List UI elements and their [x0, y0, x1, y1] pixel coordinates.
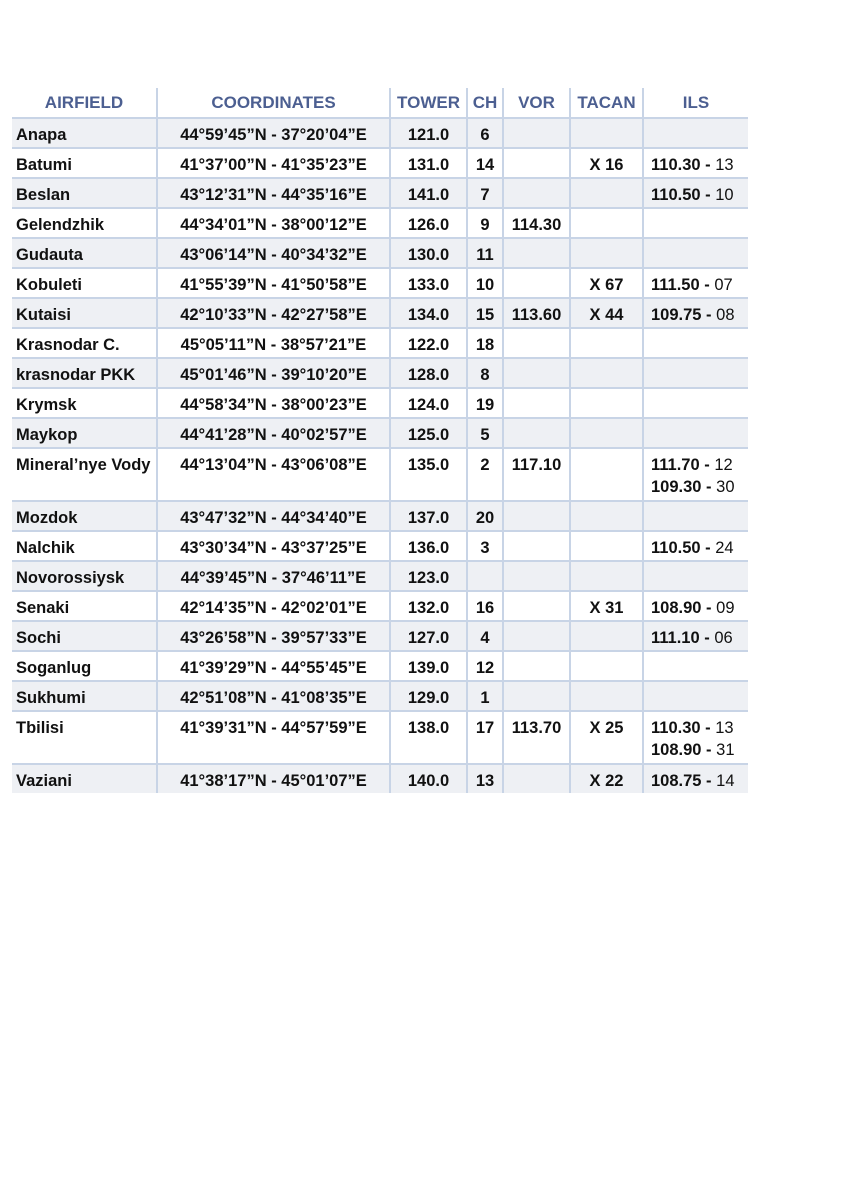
tacan-channel	[569, 119, 642, 147]
ils-entry	[651, 739, 748, 761]
channel: 11	[466, 239, 502, 267]
ils-runway: 24	[715, 539, 734, 557]
table-row	[12, 530, 748, 560]
ils-entry	[651, 304, 748, 326]
ils-separator: -	[701, 306, 717, 324]
ils-frequency: 110.50	[651, 186, 701, 204]
vor-frequency: 117.10	[502, 449, 569, 500]
table-row	[12, 560, 748, 590]
table-row	[12, 620, 748, 650]
vor-frequency	[502, 532, 569, 560]
channel: 6	[466, 119, 502, 147]
table-row	[12, 680, 748, 710]
header-ils: ILS	[642, 88, 748, 117]
coordinates: 44°34’01”N - 38°00’12”E	[156, 209, 389, 237]
ils-frequency: 109.30	[651, 478, 702, 496]
table-row	[12, 237, 748, 267]
coordinates: 41°39’31”N - 44°57’59”E	[156, 712, 389, 763]
ils-cell	[642, 682, 748, 710]
tacan-channel	[569, 179, 642, 207]
coordinates: 45°05’11”N - 38°57’21”E	[156, 329, 389, 357]
vor-frequency	[502, 329, 569, 357]
tower-frequency: 135.0	[389, 449, 466, 500]
tacan-channel	[569, 329, 642, 357]
ils-cell	[642, 712, 748, 763]
airfield-name: Krymsk	[16, 396, 77, 414]
tacan-channel	[569, 209, 642, 237]
ils-runway: 12	[714, 456, 733, 474]
header-tacan: TACAN	[569, 88, 642, 117]
ils-frequency: 111.10	[651, 629, 700, 647]
coordinates: 45°01’46”N - 39°10’20”E	[156, 359, 389, 387]
ils-cell	[642, 532, 748, 560]
coordinates: 43°26’58”N - 39°57’33”E	[156, 622, 389, 650]
vor-frequency	[502, 622, 569, 650]
airfield-name: Kutaisi	[16, 306, 72, 324]
ils-cell	[642, 359, 748, 387]
table-body	[12, 117, 748, 793]
coordinates: 43°06’14”N - 40°34’32”E	[156, 239, 389, 267]
ils-cell	[642, 209, 748, 237]
channel: 10	[466, 269, 502, 297]
airfield-name: Maykop	[16, 426, 78, 444]
ils-runway: 06	[714, 629, 733, 647]
tower-frequency: 128.0	[389, 359, 466, 387]
ils-runway: 08	[716, 306, 735, 324]
ils-entry	[651, 476, 748, 498]
vor-frequency	[502, 179, 569, 207]
airfield-name: Mineral’nye Vody	[16, 456, 151, 474]
table-row	[12, 650, 748, 680]
ils-entry	[651, 454, 748, 476]
vor-frequency	[502, 502, 569, 530]
table-row	[12, 417, 748, 447]
tower-frequency: 125.0	[389, 419, 466, 447]
vor-frequency	[502, 562, 569, 590]
tacan-channel	[569, 562, 642, 590]
tacan-channel: X 67	[569, 269, 642, 297]
ils-separator: -	[700, 539, 716, 557]
channel: 16	[466, 592, 502, 620]
vor-frequency	[502, 269, 569, 297]
channel: 8	[466, 359, 502, 387]
tower-frequency: 132.0	[389, 592, 466, 620]
airfield-name: Sochi	[16, 629, 61, 647]
ils-entry	[651, 627, 748, 649]
channel: 4	[466, 622, 502, 650]
tower-frequency: 123.0	[389, 562, 466, 590]
tower-frequency: 138.0	[389, 712, 466, 763]
ils-runway: 10	[715, 186, 734, 204]
airfield-name: Batumi	[16, 156, 72, 174]
channel: 5	[466, 419, 502, 447]
tacan-channel: X 44	[569, 299, 642, 327]
channel: 17	[466, 712, 502, 763]
ils-cell	[642, 269, 748, 297]
coordinates: 44°58’34”N - 38°00’23”E	[156, 389, 389, 417]
channel	[466, 562, 502, 590]
ils-cell	[642, 149, 748, 177]
airfield-name: Senaki	[16, 599, 70, 617]
ils-frequency: 111.50	[651, 276, 700, 294]
coordinates: 44°59’45”N - 37°20’04”E	[156, 119, 389, 147]
vor-frequency	[502, 359, 569, 387]
ils-cell	[642, 592, 748, 620]
vor-frequency: 114.30	[502, 209, 569, 237]
coordinates: 41°38’17”N - 45°01’07”E	[156, 765, 389, 793]
ils-frequency: 110.30	[651, 719, 701, 737]
tacan-channel	[569, 239, 642, 267]
table-row	[12, 177, 748, 207]
tacan-channel	[569, 359, 642, 387]
table-row	[12, 327, 748, 357]
ils-separator: -	[700, 719, 716, 737]
vor-frequency	[502, 765, 569, 793]
airfield-name: Kobuleti	[16, 276, 82, 294]
ils-frequency: 110.30	[651, 156, 701, 174]
tacan-channel: X 25	[569, 712, 642, 763]
coordinates: 41°37’00”N - 41°35’23”E	[156, 149, 389, 177]
header-airfield: AIRFIELD	[44, 93, 124, 112]
ils-cell	[642, 239, 748, 267]
airfield-name: Soganlug	[16, 659, 92, 677]
vor-frequency	[502, 652, 569, 680]
tower-frequency: 122.0	[389, 329, 466, 357]
ils-frequency: 108.90	[651, 741, 702, 759]
ils-separator: -	[699, 629, 715, 647]
table-row	[12, 147, 748, 177]
tacan-channel: X 31	[569, 592, 642, 620]
ils-frequency: 108.90	[651, 599, 702, 617]
ils-runway: 07	[714, 276, 733, 294]
tower-frequency: 121.0	[389, 119, 466, 147]
tacan-channel	[569, 532, 642, 560]
ils-entry	[651, 770, 748, 792]
tacan-channel	[569, 682, 642, 710]
header-vor: VOR	[502, 88, 569, 117]
table-row	[12, 117, 748, 147]
table-row	[12, 763, 748, 793]
ils-cell	[642, 652, 748, 680]
table-row	[12, 710, 748, 763]
airfield-name: Mozdok	[16, 509, 78, 527]
coordinates: 42°51’08”N - 41°08’35”E	[156, 682, 389, 710]
ils-runway: 30	[716, 478, 735, 496]
ils-frequency: 109.75	[651, 306, 702, 324]
tacan-channel	[569, 652, 642, 680]
airfield-name: Vaziani	[16, 772, 72, 790]
tacan-channel	[569, 449, 642, 500]
channel: 20	[466, 502, 502, 530]
airfield-name: Novorossiysk	[16, 569, 125, 587]
tower-frequency: 129.0	[389, 682, 466, 710]
channel: 19	[466, 389, 502, 417]
header-ch: CH	[466, 88, 502, 117]
header-coordinates: COORDINATES	[156, 88, 389, 117]
channel: 7	[466, 179, 502, 207]
airfield-name: Tbilisi	[16, 719, 64, 737]
coordinates: 43°47’32”N - 44°34’40”E	[156, 502, 389, 530]
ils-separator: -	[700, 186, 716, 204]
ils-entry	[651, 717, 748, 739]
tower-frequency: 131.0	[389, 149, 466, 177]
coordinates: 43°12’31”N - 44°35’16”E	[156, 179, 389, 207]
table-row	[12, 267, 748, 297]
tower-frequency: 130.0	[389, 239, 466, 267]
vor-frequency	[502, 149, 569, 177]
channel: 2	[466, 449, 502, 500]
table-row	[12, 207, 748, 237]
ils-runway: 13	[715, 156, 734, 174]
ils-cell	[642, 622, 748, 650]
ils-entry	[651, 274, 748, 296]
tacan-channel: X 16	[569, 149, 642, 177]
tower-frequency: 136.0	[389, 532, 466, 560]
channel: 13	[466, 765, 502, 793]
vor-frequency	[502, 239, 569, 267]
channel: 3	[466, 532, 502, 560]
ils-separator: -	[701, 741, 717, 759]
tacan-channel	[569, 389, 642, 417]
ils-cell	[642, 299, 748, 327]
table-row	[12, 387, 748, 417]
ils-cell	[642, 765, 748, 793]
ils-cell	[642, 449, 748, 500]
ils-cell	[642, 329, 748, 357]
ils-frequency: 108.75	[651, 772, 702, 790]
vor-frequency	[502, 419, 569, 447]
ils-separator: -	[700, 156, 716, 174]
tower-frequency: 124.0	[389, 389, 466, 417]
airfield-table	[12, 88, 748, 793]
tower-frequency: 126.0	[389, 209, 466, 237]
ils-cell	[642, 419, 748, 447]
ils-frequency: 111.70	[651, 456, 700, 474]
table-row	[12, 357, 748, 387]
vor-frequency: 113.60	[502, 299, 569, 327]
table-row	[12, 500, 748, 530]
coordinates: 41°39’29”N - 44°55’45”E	[156, 652, 389, 680]
airfield-name: Beslan	[16, 186, 71, 204]
coordinates: 41°55’39”N - 41°50’58”E	[156, 269, 389, 297]
tower-frequency: 137.0	[389, 502, 466, 530]
ils-entry	[651, 184, 748, 206]
airfield-name: Krasnodar C.	[16, 336, 120, 354]
table-row	[12, 297, 748, 327]
tower-frequency: 127.0	[389, 622, 466, 650]
ils-frequency: 110.50	[651, 539, 701, 557]
vor-frequency	[502, 592, 569, 620]
channel: 15	[466, 299, 502, 327]
airfield-name: Gelendzhik	[16, 216, 105, 234]
ils-cell	[642, 389, 748, 417]
channel: 12	[466, 652, 502, 680]
ils-cell	[642, 119, 748, 147]
ils-separator: -	[699, 276, 715, 294]
ils-entry	[651, 154, 748, 176]
ils-separator: -	[701, 772, 717, 790]
coordinates: 44°39’45”N - 37°46’11”E	[156, 562, 389, 590]
tacan-channel: X 22	[569, 765, 642, 793]
tower-frequency: 140.0	[389, 765, 466, 793]
airfield-name: Gudauta	[16, 246, 83, 264]
table-header	[12, 88, 748, 117]
coordinates: 44°13’04”N - 43°06’08”E	[156, 449, 389, 500]
airfield-name: Sukhumi	[16, 689, 86, 707]
vor-frequency	[502, 389, 569, 417]
airfield-name: Anapa	[16, 126, 67, 144]
ils-runway: 13	[715, 719, 734, 737]
vor-frequency	[502, 119, 569, 147]
tower-frequency: 141.0	[389, 179, 466, 207]
vor-frequency: 113.70	[502, 712, 569, 763]
channel: 14	[466, 149, 502, 177]
header-tower: TOWER	[389, 88, 466, 117]
ils-entry	[651, 597, 748, 619]
tower-frequency: 133.0	[389, 269, 466, 297]
tower-frequency: 139.0	[389, 652, 466, 680]
coordinates: 43°30’34”N - 43°37’25”E	[156, 532, 389, 560]
ils-cell	[642, 179, 748, 207]
ils-runway: 31	[716, 741, 735, 759]
coordinates: 44°41’28”N - 40°02’57”E	[156, 419, 389, 447]
table-row	[12, 447, 748, 500]
tacan-channel	[569, 622, 642, 650]
coordinates: 42°10’33”N - 42°27’58”E	[156, 299, 389, 327]
ils-entry	[651, 537, 748, 559]
channel: 9	[466, 209, 502, 237]
ils-separator: -	[699, 456, 715, 474]
coordinates: 42°14’35”N - 42°02’01”E	[156, 592, 389, 620]
tacan-channel	[569, 419, 642, 447]
ils-separator: -	[701, 599, 717, 617]
channel: 1	[466, 682, 502, 710]
ils-runway: 09	[716, 599, 735, 617]
airfield-name: krasnodar PKK	[16, 366, 136, 384]
ils-separator: -	[701, 478, 717, 496]
tacan-channel	[569, 502, 642, 530]
ils-cell	[642, 502, 748, 530]
vor-frequency	[502, 682, 569, 710]
ils-runway: 14	[716, 772, 735, 790]
table-row	[12, 590, 748, 620]
airfield-name: Nalchik	[16, 539, 75, 557]
ils-cell	[642, 562, 748, 590]
tower-frequency: 134.0	[389, 299, 466, 327]
channel: 18	[466, 329, 502, 357]
